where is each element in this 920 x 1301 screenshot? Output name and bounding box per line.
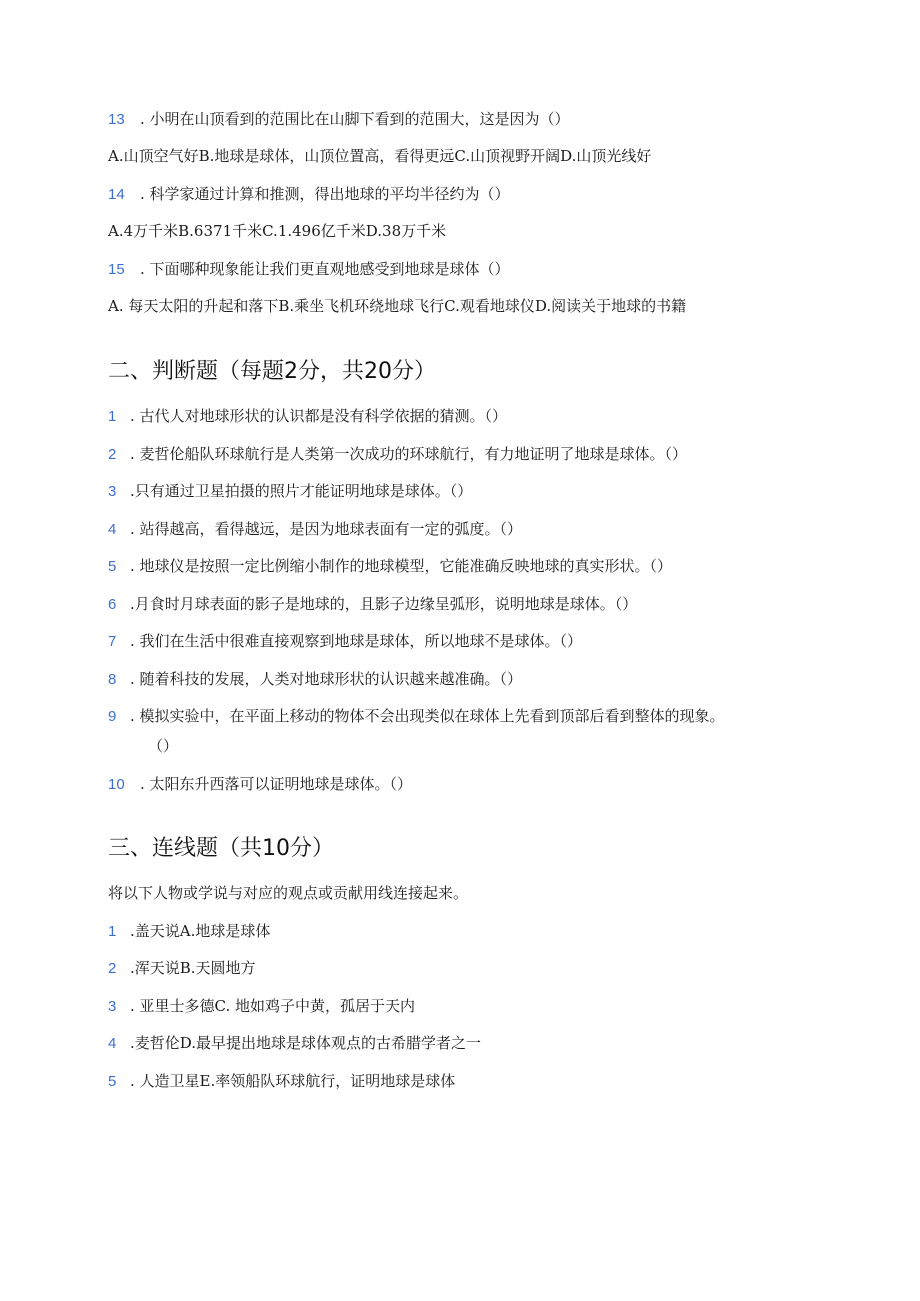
- item-text: . 站得越高，看得越远，是因为地球表面有一定的弧度。（）: [130, 520, 523, 538]
- item-text: . 地球仪是按照一定比例缩小制作的地球模型，它能准确反映地球的真实形状。（）: [130, 557, 673, 575]
- judge-item-9: [108, 706, 725, 727]
- judge-item-4: [108, 519, 522, 540]
- item-number: 5: [108, 558, 117, 575]
- question-15-options: [108, 296, 686, 316]
- question-14-options: [108, 221, 446, 241]
- section-3-intro: 将以下人物或学说与对应的观点或贡献用线连接起来。: [108, 884, 469, 902]
- item-number: 8: [108, 671, 117, 688]
- match-item-5: [108, 1071, 455, 1092]
- item-number: 2: [108, 960, 117, 977]
- item-text: .只有通过卫星拍摄的照片才能证明地球是球体。（）: [130, 482, 473, 500]
- item-text: . 亚里士多德C. 地如鸡子中黄，孤居于天内: [130, 997, 416, 1015]
- item-text: . 人造卫星E.率领船队环球航行，证明地球是球体: [130, 1072, 456, 1090]
- section-3-title: 三、连线题（共10分）: [108, 836, 334, 861]
- item-text: . 我们在生活中很难直接观察到地球是球体，所以地球不是球体。（）: [130, 632, 583, 650]
- judge-item-6: [108, 594, 637, 615]
- item-text: . 麦哲伦船队环球航行是人类第一次成功的环球航行，有力地证明了地球是球体。（）: [130, 445, 688, 463]
- item-number: 9: [108, 708, 117, 725]
- judge-item-3: [108, 481, 472, 502]
- item-number: 3: [108, 483, 117, 500]
- item-number: 3: [108, 998, 117, 1015]
- judge-item-2: [108, 444, 687, 465]
- judge-item-5: [108, 556, 672, 577]
- item-text: .麦哲伦D.最早提出地球是球体观点的古希腊学者之一: [130, 1034, 482, 1052]
- options-text: A. 每天太阳的升起和落下B.乘坐飞机环绕地球飞行C.观看地球仪D.阅读关于地球的书籍: [108, 297, 687, 315]
- item-text: . 模拟实验中，在平面上移动的物体不会出现类似在球体上先看到顶部后看到整体的现象。: [130, 707, 725, 725]
- item-number: 2: [108, 446, 117, 463]
- question-13: [108, 109, 570, 130]
- item-text: . 古代人对地球形状的认识都是没有科学依据的猜测。（）: [130, 407, 508, 425]
- question-text: . 小明在山顶看到的范围比在山脚下看到的范围大，这是因为（）: [140, 110, 570, 128]
- question-text: . 下面哪种现象能让我们更直观地感受到地球是球体（）: [140, 260, 510, 278]
- judge-item-7: [108, 631, 582, 652]
- match-item-2: [108, 958, 256, 979]
- question-number: 13: [108, 111, 125, 128]
- item-text: .浑天说B.天圆地方: [130, 959, 256, 977]
- item-number: 7: [108, 633, 117, 650]
- judge-item-1: [108, 406, 507, 427]
- question-number: 14: [108, 186, 125, 203]
- judge-item-9-bracket: （）: [148, 737, 179, 755]
- options-text: A.4万千米B.6371千米C.1.496亿千米D.38万千米: [108, 222, 447, 240]
- item-number: 4: [108, 1035, 117, 1052]
- item-text: . 随着科技的发展，人类对地球形状的认识越来越准确。（）: [130, 670, 523, 688]
- item-number: 6: [108, 596, 117, 613]
- judge-item-8: [108, 669, 522, 690]
- item-text: .月食时月球表面的影子是地球的，且影子边缘呈弧形，说明地球是球体。（）: [130, 595, 638, 613]
- options-text: A.山顶空气好B.地球是球体，山顶位置高，看得更远C.山顶视野开阔D.山顶光线好: [108, 147, 652, 165]
- item-number: 5: [108, 1073, 117, 1090]
- item-number: 10: [108, 776, 125, 793]
- judge-item-10: [108, 774, 412, 795]
- question-13-options: [108, 146, 651, 166]
- item-number: 4: [108, 521, 117, 538]
- match-item-4: [108, 1033, 481, 1054]
- match-item-1: [108, 921, 270, 942]
- section-2-title: 二、判断题（每题2分，共20分）: [108, 359, 436, 384]
- question-number: 15: [108, 261, 125, 278]
- question-15: [108, 259, 510, 280]
- item-text: .盖天说A.地球是球体: [130, 922, 271, 940]
- item-number: 1: [108, 408, 117, 425]
- item-number: 1: [108, 923, 117, 940]
- question-14: [108, 184, 510, 205]
- item-text: . 太阳东升西落可以证明地球是球体。（）: [140, 775, 413, 793]
- match-item-3: [108, 996, 415, 1017]
- question-text: . 科学家通过计算和推测，得出地球的平均半径约为（）: [140, 185, 510, 203]
